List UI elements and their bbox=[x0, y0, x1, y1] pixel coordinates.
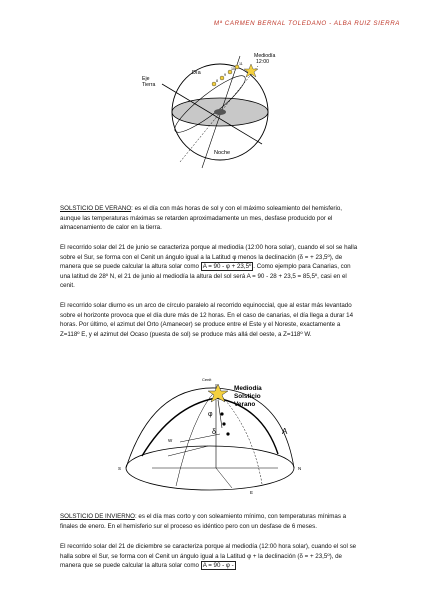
fig2-E-label: E bbox=[250, 490, 254, 495]
winter-p2-text: El recorrido solar del 21 de diciembre se caracteriza porque al mediodía (12:00 hora solar), cuando el sol se halla sobre el Sur, se forma con el Cenit un ángulo igual a la Latitud φ + la declinación (δ = + 23,5º), de manera que se puede calcular la altura solar como bbox=[60, 543, 357, 570]
page-header-authors: Mª CARMEN BERNAL TOLEDANO - ALBA RUIZ SIERRA bbox=[213, 20, 400, 27]
fig2-title-line3: Verano bbox=[234, 401, 256, 408]
fig1-noon-time-label: 12:00 bbox=[256, 59, 269, 65]
fig1-axis-label: Eje Tierra bbox=[142, 76, 156, 88]
fig2-delta-label: δ bbox=[212, 429, 216, 436]
fig2-N-label: N bbox=[298, 466, 302, 471]
fig2-S-label: S bbox=[118, 466, 122, 471]
fig2-A-label: A bbox=[282, 427, 288, 436]
winter-paragraph-2 bbox=[60, 542, 360, 571]
summer-paragraph-3: El recorrido solar diurno es un arco de círculo paralelo al recorrido equinoccial, que al estar más levantado sobre el horizonte provoca que el día dure más de 12 horas. En el caso de canarias, el día llega a durar 14 horas. Por último, el azimut del Orto (Amanecer) se produce entre el Este y el Noreste, exactamente a Z=118º E, y el azimut del Ocaso (puesta de sol) se produce más allá del oeste, a Z=118º W. bbox=[60, 302, 354, 338]
fig1-day-label: Día bbox=[192, 70, 201, 76]
summer-formula-box: A = 90 - φ + 23,5º bbox=[202, 263, 252, 271]
fig1-hour-10: 10 bbox=[231, 67, 235, 71]
winter-heading: SOLSTICIO DE INVIERNO bbox=[60, 513, 135, 520]
summer-p2-text: El recorrido solar del 21 de junio se caracteriza porque al mediodía (12:00 hora solar), cuando el sol se halla sobre el Sur, se forma con el Cenit un ángulo igual a la Latitud φ menos la declinación (δ = + 23,5º), de manera que se puede calcular la altura solar como bbox=[60, 244, 358, 271]
fig1-hour-9: 9 bbox=[224, 73, 226, 77]
summer-solstice-diagram bbox=[112, 376, 308, 500]
fig1-hour-8: 8 bbox=[216, 79, 218, 83]
winter-paragraph-1 bbox=[60, 512, 360, 531]
celestial-sphere-diagram bbox=[140, 44, 290, 172]
summer-paragraph-2 bbox=[60, 243, 360, 291]
summer-heading: SOLSTICIO DE VERANO bbox=[60, 205, 132, 212]
summer-p1-text: : es el día con más horas de sol y con el máximo soleamiento del hemisferio, aunque las temperaturas máximas se retarden aproximadamente un mes, desfase producido por el almacenamiento de calor en la tierra. bbox=[60, 205, 342, 232]
fig2-phi-label: φ bbox=[208, 411, 213, 418]
fig1-hour-11: 11 bbox=[239, 62, 243, 66]
fig2-title-line2: Solsticio bbox=[234, 393, 261, 400]
summer-paragraph-1 bbox=[60, 204, 360, 233]
winter-formula-box: A = 90 - φ - bbox=[202, 562, 234, 570]
fig2-cenit-label: Cenit bbox=[202, 377, 212, 382]
fig2-title-line1: Mediodía bbox=[234, 385, 262, 392]
fig1-noon-label: Mediodía bbox=[254, 53, 276, 59]
summer-p2-after: . Como ejemplo para Canarias, con una latitud de 28º N, el 21 de junio al mediodía la altura del sol será A = 90 - 28 + 23,5 = 85,5º, casi en el cenit. bbox=[60, 263, 351, 290]
fig2-W-label: W bbox=[168, 438, 173, 443]
winter-p1-text: : es el día mas corto y con soleamiento mínimo, con temperaturas mínimas a finales de enero. En el hemisferio sur el proceso es idéntico pero con un desfase de 6 meses. bbox=[60, 513, 347, 530]
fig1-night-label: Noche bbox=[214, 150, 231, 156]
